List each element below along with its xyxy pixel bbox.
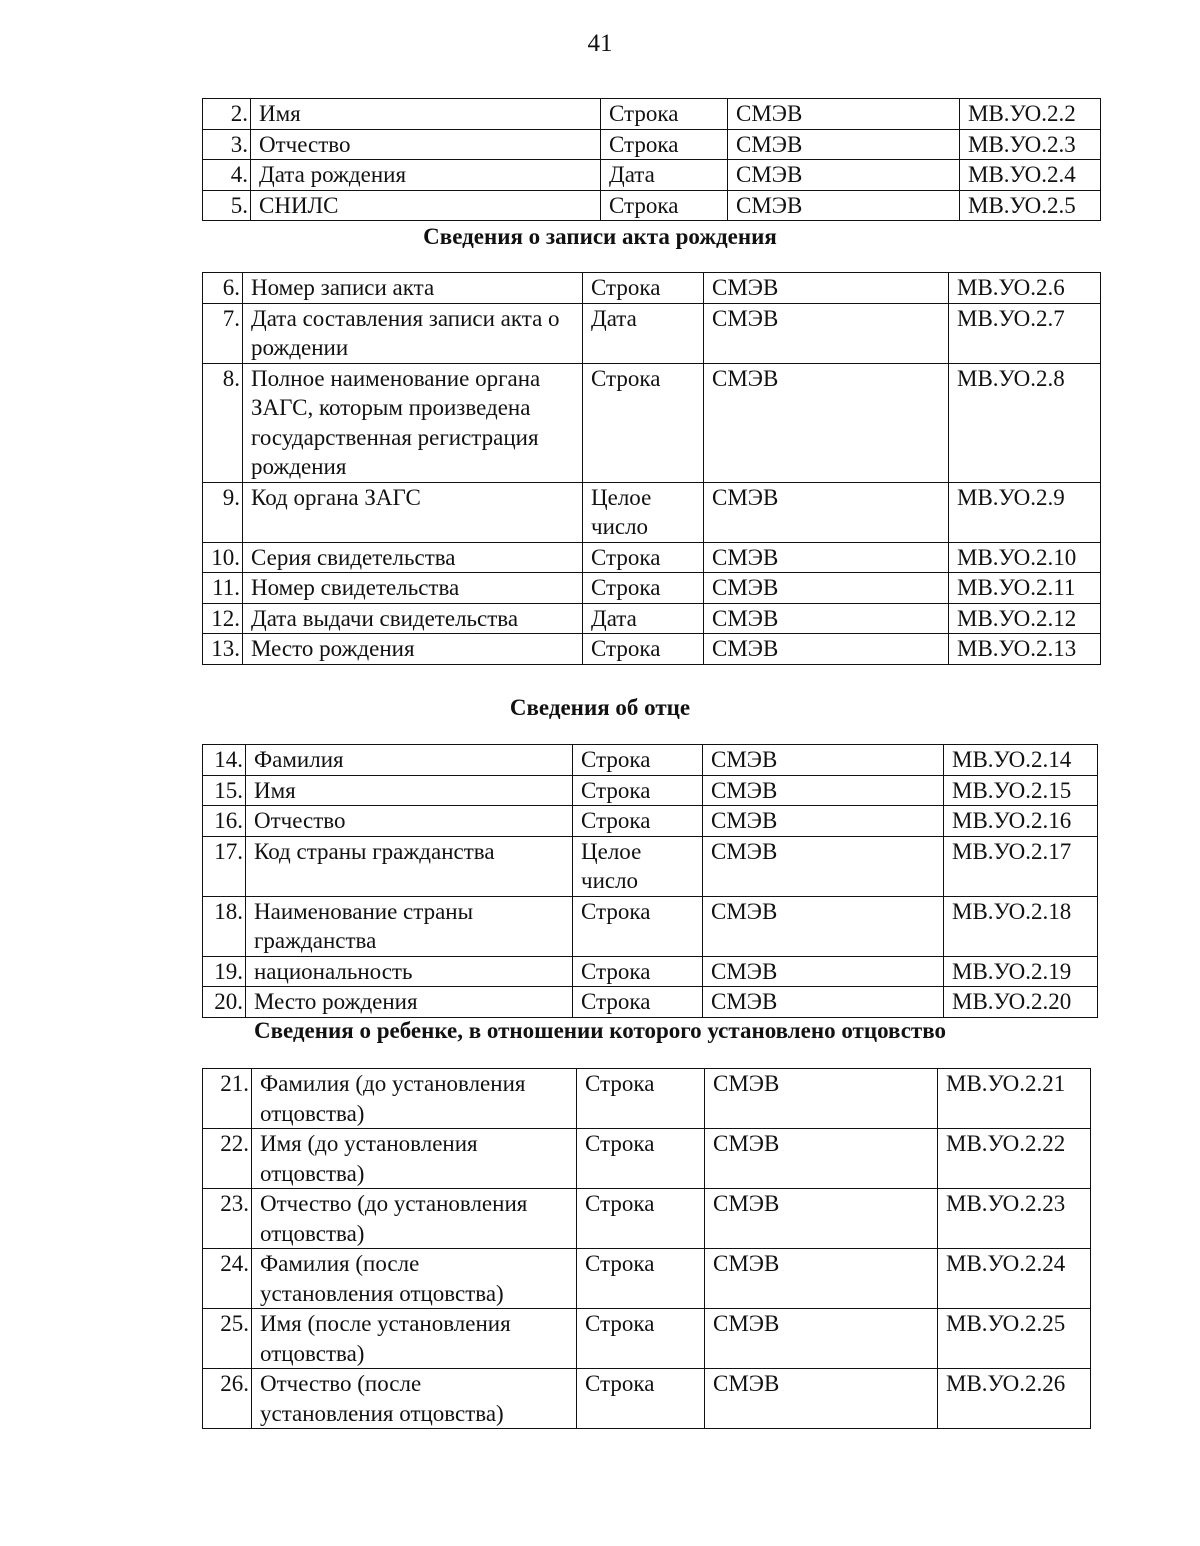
field-source: СМЭВ — [705, 1189, 938, 1249]
field-source: СМЭВ — [703, 836, 944, 896]
field-code: МВ.УО.2.11 — [949, 573, 1101, 604]
field-source: СМЭВ — [703, 775, 944, 806]
field-source: СМЭВ — [703, 956, 944, 987]
field-code: МВ.УО.2.18 — [944, 896, 1098, 956]
field-type: Строка — [583, 542, 704, 573]
field-type: Строка — [583, 634, 704, 665]
field-type: Целое число — [573, 836, 703, 896]
field-source: СМЭВ — [704, 273, 949, 304]
field-source: СМЭВ — [704, 303, 949, 363]
field-name: Место рождения — [246, 987, 573, 1018]
field-code: МВ.УО.2.12 — [949, 603, 1101, 634]
field-source: СМЭВ — [703, 987, 944, 1018]
table-row — [203, 273, 1101, 304]
table-row — [203, 1129, 1091, 1189]
row-number: 21. — [203, 1069, 252, 1129]
row-number: 17. — [203, 836, 246, 896]
field-type: Строка — [601, 190, 728, 221]
field-code: МВ.УО.2.16 — [944, 806, 1098, 837]
field-code: МВ.УО.2.22 — [938, 1129, 1091, 1189]
table-row — [203, 1249, 1091, 1309]
field-name: национальность — [246, 956, 573, 987]
field-name: Отчество — [251, 129, 601, 160]
field-name: Дата составления записи акта о рождении — [243, 303, 583, 363]
field-type: Строка — [573, 896, 703, 956]
field-name: Фамилия (после установления отцовства) — [252, 1249, 577, 1309]
field-name: Отчество (до установления отцовства) — [252, 1189, 577, 1249]
field-source: СМЭВ — [705, 1129, 938, 1189]
field-code: МВ.УО.2.24 — [938, 1249, 1091, 1309]
field-code: МВ.УО.2.17 — [944, 836, 1098, 896]
page-number: 41 — [587, 30, 613, 57]
row-number: 5. — [203, 190, 251, 221]
section-heading-child: Сведения о ребенке, в отношении которого установлено отцовство — [253, 1018, 946, 1043]
field-type: Дата — [601, 160, 728, 191]
field-code: МВ.УО.2.10 — [949, 542, 1101, 573]
field-source: СМЭВ — [728, 160, 960, 191]
field-code: МВ.УО.2.13 — [949, 634, 1101, 665]
field-type: Строка — [583, 363, 704, 482]
field-name: Наименование страны гражданства — [246, 896, 573, 956]
field-type: Строка — [601, 129, 728, 160]
table-row — [203, 1069, 1091, 1129]
row-number: 22. — [203, 1129, 252, 1189]
row-number: 25. — [203, 1309, 252, 1369]
field-type: Строка — [573, 806, 703, 837]
field-type: Строка — [573, 775, 703, 806]
section-heading-birth-record: Сведения о записи акта рождения — [423, 224, 777, 249]
table-row — [203, 987, 1098, 1018]
row-number: 26. — [203, 1369, 252, 1429]
field-type: Строка — [577, 1369, 705, 1429]
field-type: Строка — [577, 1189, 705, 1249]
row-number: 20. — [203, 987, 246, 1018]
field-name: Отчество — [246, 806, 573, 837]
field-type: Строка — [601, 99, 728, 130]
field-code: МВ.УО.2.8 — [949, 363, 1101, 482]
field-source: СМЭВ — [705, 1309, 938, 1369]
data-table-continuation — [202, 98, 1101, 221]
field-name: Серия свидетельства — [243, 542, 583, 573]
field-name: Полное наименование органа ЗАГС, которым произведена государственная регистрация рождения — [243, 363, 583, 482]
field-source: СМЭВ — [705, 1069, 938, 1129]
field-source: СМЭВ — [705, 1249, 938, 1309]
field-code: МВ.УО.2.19 — [944, 956, 1098, 987]
row-number: 12. — [203, 603, 243, 634]
table-row — [203, 745, 1098, 776]
table-row — [203, 603, 1101, 634]
data-table-father — [202, 744, 1098, 1018]
field-source: СМЭВ — [705, 1369, 938, 1429]
row-number: 16. — [203, 806, 246, 837]
table-row — [203, 482, 1101, 542]
row-number: 6. — [203, 273, 243, 304]
field-name: Отчество (после установления отцовства) — [252, 1369, 577, 1429]
field-source: СМЭВ — [728, 99, 960, 130]
row-number: 9. — [203, 482, 243, 542]
table-row — [203, 363, 1101, 482]
table-row — [203, 303, 1101, 363]
data-table-birth-record — [202, 272, 1101, 665]
field-type: Строка — [573, 987, 703, 1018]
field-type: Дата — [583, 303, 704, 363]
table-row — [203, 836, 1098, 896]
field-name: Дата рождения — [251, 160, 601, 191]
field-type: Строка — [573, 956, 703, 987]
row-number: 8. — [203, 363, 243, 482]
field-code: МВ.УО.2.15 — [944, 775, 1098, 806]
table-row — [203, 956, 1098, 987]
field-name: Имя (после установления отцовства) — [252, 1309, 577, 1369]
field-code: МВ.УО.2.25 — [938, 1309, 1091, 1369]
table-row — [203, 634, 1101, 665]
data-table-child — [202, 1068, 1091, 1429]
field-code: МВ.УО.2.9 — [949, 482, 1101, 542]
row-number: 4. — [203, 160, 251, 191]
table-row — [203, 542, 1101, 573]
field-code: МВ.УО.2.2 — [960, 99, 1101, 130]
field-type: Строка — [577, 1309, 705, 1369]
field-source: СМЭВ — [704, 603, 949, 634]
field-name: Место рождения — [243, 634, 583, 665]
field-name: Имя — [246, 775, 573, 806]
field-source: СМЭВ — [728, 190, 960, 221]
table-row — [203, 806, 1098, 837]
field-type: Строка — [577, 1249, 705, 1309]
field-code: МВ.УО.2.4 — [960, 160, 1101, 191]
field-type: Строка — [583, 273, 704, 304]
field-code: МВ.УО.2.5 — [960, 190, 1101, 221]
row-number: 2. — [203, 99, 251, 130]
field-code: МВ.УО.2.6 — [949, 273, 1101, 304]
row-number: 10. — [203, 542, 243, 573]
row-number: 14. — [203, 745, 246, 776]
field-code: МВ.УО.2.14 — [944, 745, 1098, 776]
row-number: 13. — [203, 634, 243, 665]
field-type: Дата — [583, 603, 704, 634]
field-code: МВ.УО.2.23 — [938, 1189, 1091, 1249]
section-heading-father: Сведения об отце — [509, 695, 691, 720]
table-row — [203, 775, 1098, 806]
row-number: 7. — [203, 303, 243, 363]
field-source: СМЭВ — [704, 573, 949, 604]
table-row — [203, 896, 1098, 956]
field-code: МВ.УО.2.20 — [944, 987, 1098, 1018]
field-name: Фамилия — [246, 745, 573, 776]
field-type: Строка — [577, 1129, 705, 1189]
table-row — [203, 1369, 1091, 1429]
row-number: 19. — [203, 956, 246, 987]
table-row — [203, 573, 1101, 604]
field-name: Имя — [251, 99, 601, 130]
table-row — [203, 160, 1101, 191]
field-source: СМЭВ — [703, 806, 944, 837]
field-name: СНИЛС — [251, 190, 601, 221]
field-source: СМЭВ — [704, 542, 949, 573]
row-number: 23. — [203, 1189, 252, 1249]
field-name: Код органа ЗАГС — [243, 482, 583, 542]
field-type: Строка — [577, 1069, 705, 1129]
table-row — [203, 1309, 1091, 1369]
field-name: Номер записи акта — [243, 273, 583, 304]
field-name: Код страны гражданства — [246, 836, 573, 896]
table-row — [203, 99, 1101, 130]
row-number: 24. — [203, 1249, 252, 1309]
field-name: Дата выдачи свидетельства — [243, 603, 583, 634]
table-row — [203, 129, 1101, 160]
field-source: СМЭВ — [704, 482, 949, 542]
row-number: 15. — [203, 775, 246, 806]
field-source: СМЭВ — [704, 634, 949, 665]
field-source: СМЭВ — [703, 896, 944, 956]
field-code: МВ.УО.2.7 — [949, 303, 1101, 363]
field-name: Фамилия (до установления отцовства) — [252, 1069, 577, 1129]
field-type: Строка — [583, 573, 704, 604]
row-number: 3. — [203, 129, 251, 160]
field-source: СМЭВ — [704, 363, 949, 482]
field-name: Номер свидетельства — [243, 573, 583, 604]
field-source: СМЭВ — [728, 129, 960, 160]
field-type: Строка — [573, 745, 703, 776]
row-number: 11. — [203, 573, 243, 604]
table-row — [203, 190, 1101, 221]
field-code: МВ.УО.2.21 — [938, 1069, 1091, 1129]
field-code: МВ.УО.2.3 — [960, 129, 1101, 160]
row-number: 18. — [203, 896, 246, 956]
field-name: Имя (до установления отцовства) — [252, 1129, 577, 1189]
field-source: СМЭВ — [703, 745, 944, 776]
field-code: МВ.УО.2.26 — [938, 1369, 1091, 1429]
field-type: Целое число — [583, 482, 704, 542]
table-row — [203, 1189, 1091, 1249]
